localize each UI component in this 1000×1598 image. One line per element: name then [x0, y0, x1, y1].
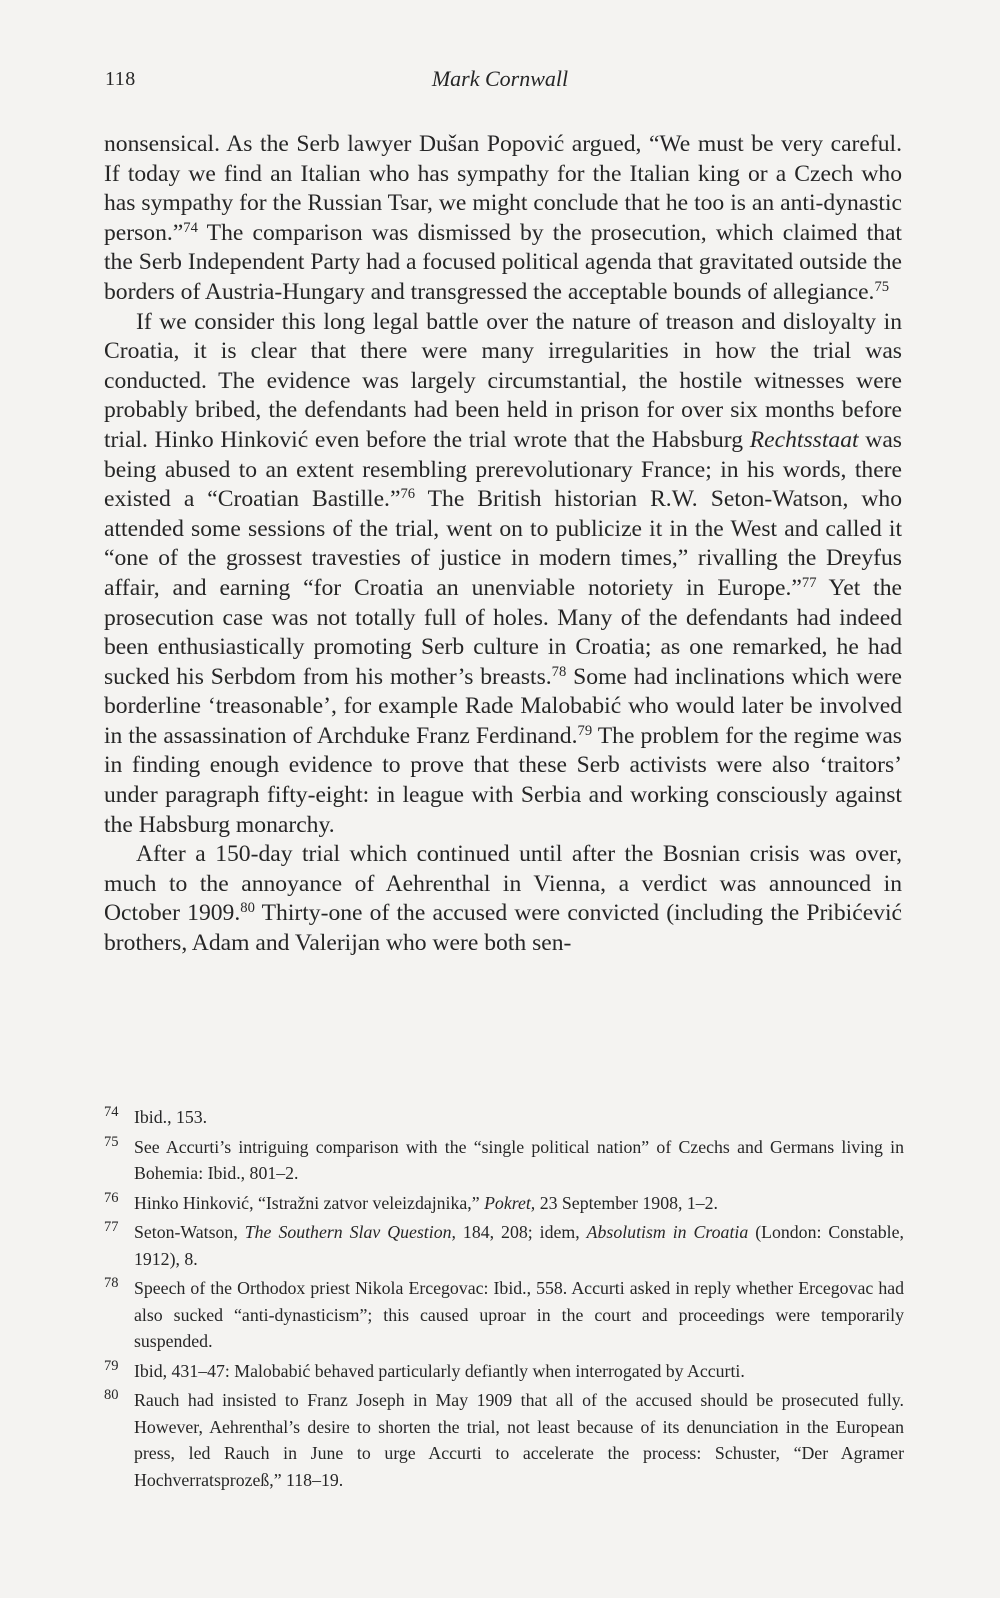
footnote [104, 1275, 904, 1355]
page-number: 118 [105, 68, 136, 90]
paragraph-3 [104, 840, 902, 958]
text-run: Yet the prosecution case was not totally full of holes. Many of the defendants had indeed been enthusiastically promoting Serb culture in Croatia; as one remarked, he had sucked his Serbdom from his mother’s breasts. [104, 574, 902, 690]
footnote-text: Ibid, 431–47: Malobabić behaved particularly defiantly when interrogated by Accurti. [134, 1360, 745, 1381]
body-text [104, 130, 902, 959]
text-run: The comparison was dismissed by the prosecution, which claimed that the Serb Independent Party had a focused political agenda that gravitated outside the borders of Austria-Hungary and transgressed the acceptable bounds of allegiance. [104, 219, 902, 305]
footnote-number: 77 [104, 1219, 119, 1235]
footnote [104, 1104, 904, 1131]
footnote-number: 80 [104, 1387, 119, 1403]
text-run: Some had inclinations which were borderline ‘treasonable’, for example Rade Malobabić who would later be involved in the assassination of Archduke Franz Ferdinand. [104, 663, 903, 749]
running-title: Mark Cornwall [431, 66, 569, 91]
footnote-ref-79[interactable]: 79 [577, 722, 593, 739]
text-run: If we consider this long legal battle over the nature of treason and disloyalty in Croatia, it is clear that there were many irregularities in how the trial was conducted. The evidence was largely circumstantial, the hostile witnesses were probably bribed, the defendants had been held in prison for over six months before trial. Hinko Hinković even before the trial wrote that the Habsburg [104, 308, 902, 453]
footnote-text: Ibid., 153. [134, 1107, 208, 1127]
footnote-number: 78 [104, 1275, 119, 1291]
footnote-ref-78[interactable]: 78 [551, 663, 567, 680]
footnote-ref-80[interactable]: 80 [240, 900, 255, 917]
footnote-text: Rauch had insisted to Franz Joseph in May 1909 that all of the accused should be prosecuted fully. However, Aehrenthal’s desire to shorten the trial, not least because of its denunciation in the European press, led Rauch in June to urge Accurti to accelerate the process: Schuster, “Der Agramer Hochverratsprozeß,” 118–19. [134, 1390, 904, 1490]
footnote-ref-75[interactable]: 75 [874, 278, 890, 295]
text-run: After a 150-day trial which continued until after the Bosnian crisis was over, much to the annoyance of Aehrenthal in Vienna, a verdict was announced in October 1909. [104, 841, 902, 927]
footnote [104, 1134, 904, 1187]
footnote [104, 1358, 904, 1385]
footnote [104, 1387, 904, 1493]
footnote [104, 1219, 904, 1272]
text-run: was being abused to an extent resembling prerevolutionary France; in his words, there existed a “Croatian Bastille.” [104, 426, 902, 513]
text-run: The problem for the regime was in finding enough evidence to prove that these Serb activists were also ‘traitors’ under paragraph fifty-eight: in league with Serbia and working consciously against the Habsburg monarchy. [104, 722, 902, 838]
footnote-text: Seton-Watson, The Southern Slav Question, 184, 208; idem, Absolutism in Croatia (London: Constable, 1912), 8. [134, 1222, 904, 1269]
text-run: Thirty-one of the accused were convicted (including the Pribićević brothers, Adam and Valerijan who were both sen- [104, 900, 902, 957]
footnote-number: 76 [104, 1189, 119, 1206]
footnote-number: 79 [104, 1357, 119, 1374]
paragraph-2 [104, 308, 902, 841]
footnote-text: Hinko Hinković, “Istražni zatvor veleizdajnika,” Pokret, 23 September 1908, 1–2. [134, 1192, 718, 1213]
footnote-text: Speech of the Orthodox priest Nikola Ercegovac: Ibid., 558. Accurti asked in reply whether Ercegovac had also sucked “anti-dynasticism”; this caused uproar in the court and proceedings were temporarily suspended. [134, 1278, 904, 1351]
text-run: The British historian R.W. Seton-Watson, who attended some sessions of the trial, went on to publicize it in the West and called it “one of the grossest travesties of justice in modern times,” rivalling the Dreyfus affair, and earning “for Croatia an unenviable notoriety in Europe.” [104, 486, 902, 601]
footnote-ref-76[interactable]: 76 [400, 486, 416, 503]
paragraph-1 [104, 130, 902, 308]
italic-term: Rechtsstaat [749, 426, 859, 453]
footnote-ref-74[interactable]: 74 [183, 219, 198, 236]
footnote-text: See Accurti’s intriguing comparison with the “single political nation” of Czechs and Germans living in Bohemia: Ibid., 801–2. [134, 1136, 904, 1183]
footnotes [104, 1104, 904, 1496]
footnote [104, 1190, 904, 1217]
footnote-ref-77[interactable]: 77 [801, 574, 817, 591]
footnote-number: 75 [104, 1133, 119, 1150]
text-run: nonsensical. As the Serb lawyer Dušan Popović argued, “We must be very careful. If today we find an Italian who has sympathy for the Italian king or a Czech who has sympathy for the Russian Tsar, we might conclude that he too is an anti-dynastic person.” [104, 131, 902, 246]
footnote-number: 74 [104, 1104, 119, 1120]
